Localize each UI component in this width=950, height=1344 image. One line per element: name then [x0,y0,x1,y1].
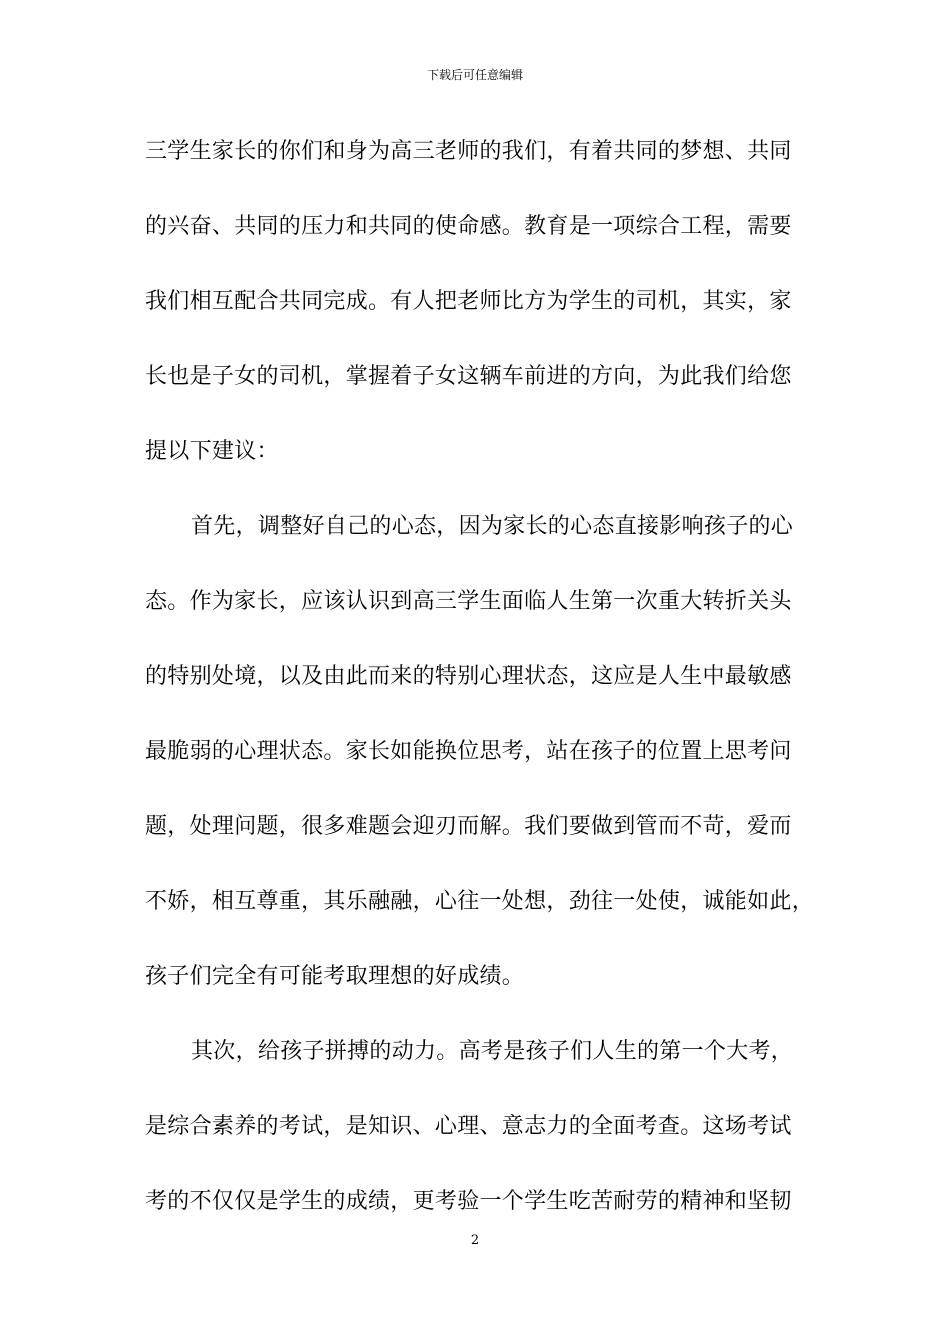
paragraph-first-line: 其次，给孩子拼搏的动力。高考是孩子们人生的第一个大考， [191,1039,794,1064]
page-header: 下载后可任意编辑 [426,68,523,82]
paragraph-line: 不娇，相互尊重，其乐融融，心往一处想，劲往一处使，诚能如此， [145,889,815,914]
document-body [145,131,825,1256]
paragraph-line: 孩子们完全有可能考取理想的好成绩。 [145,964,525,989]
page-number: 2 [470,1233,480,1248]
paragraph-line: 长也是子女的司机，掌握着子女这辆车前进的方向，为此我们给您 [145,364,792,389]
paragraph-first-line: 首先，调整好自己的心态，因为家长的心态直接影响孩子的心 [191,514,794,539]
paragraph-line: 最脆弱的心理状态。家长如能换位思考，站在孩子的位置上思考问 [145,739,792,764]
paragraph-line: 的特别处境，以及由此而来的特别心理状态，这应是人生中最敏感 [145,664,792,689]
paragraph-line: 态。作为家长，应该认识到高三学生面临人生第一次重大转折关头 [145,589,792,614]
paragraph-line: 我们相互配合共同完成。有人把老师比方为学生的司机，其实，家 [145,289,792,314]
paragraph-line: 提以下建议： [145,439,279,464]
paragraph-line: 题，处理问题，很多难题会迎刃而解。我们要做到管而不苛，爱而 [145,814,792,839]
paragraph-line: 的兴奋、共同的压力和共同的使命感。教育是一项综合工程，需要 [145,214,792,239]
paragraph-line: 三学生家长的你们和身为高三老师的我们，有着共同的梦想、共同 [145,139,792,164]
paragraph-line: 考的不仅仅是学生的成绩，更考验一个学生吃苦耐劳的精神和坚韧 [145,1189,792,1214]
paragraph-line: 是综合素养的考试，是知识、心理、意志力的全面考查。这场考试 [145,1114,792,1139]
